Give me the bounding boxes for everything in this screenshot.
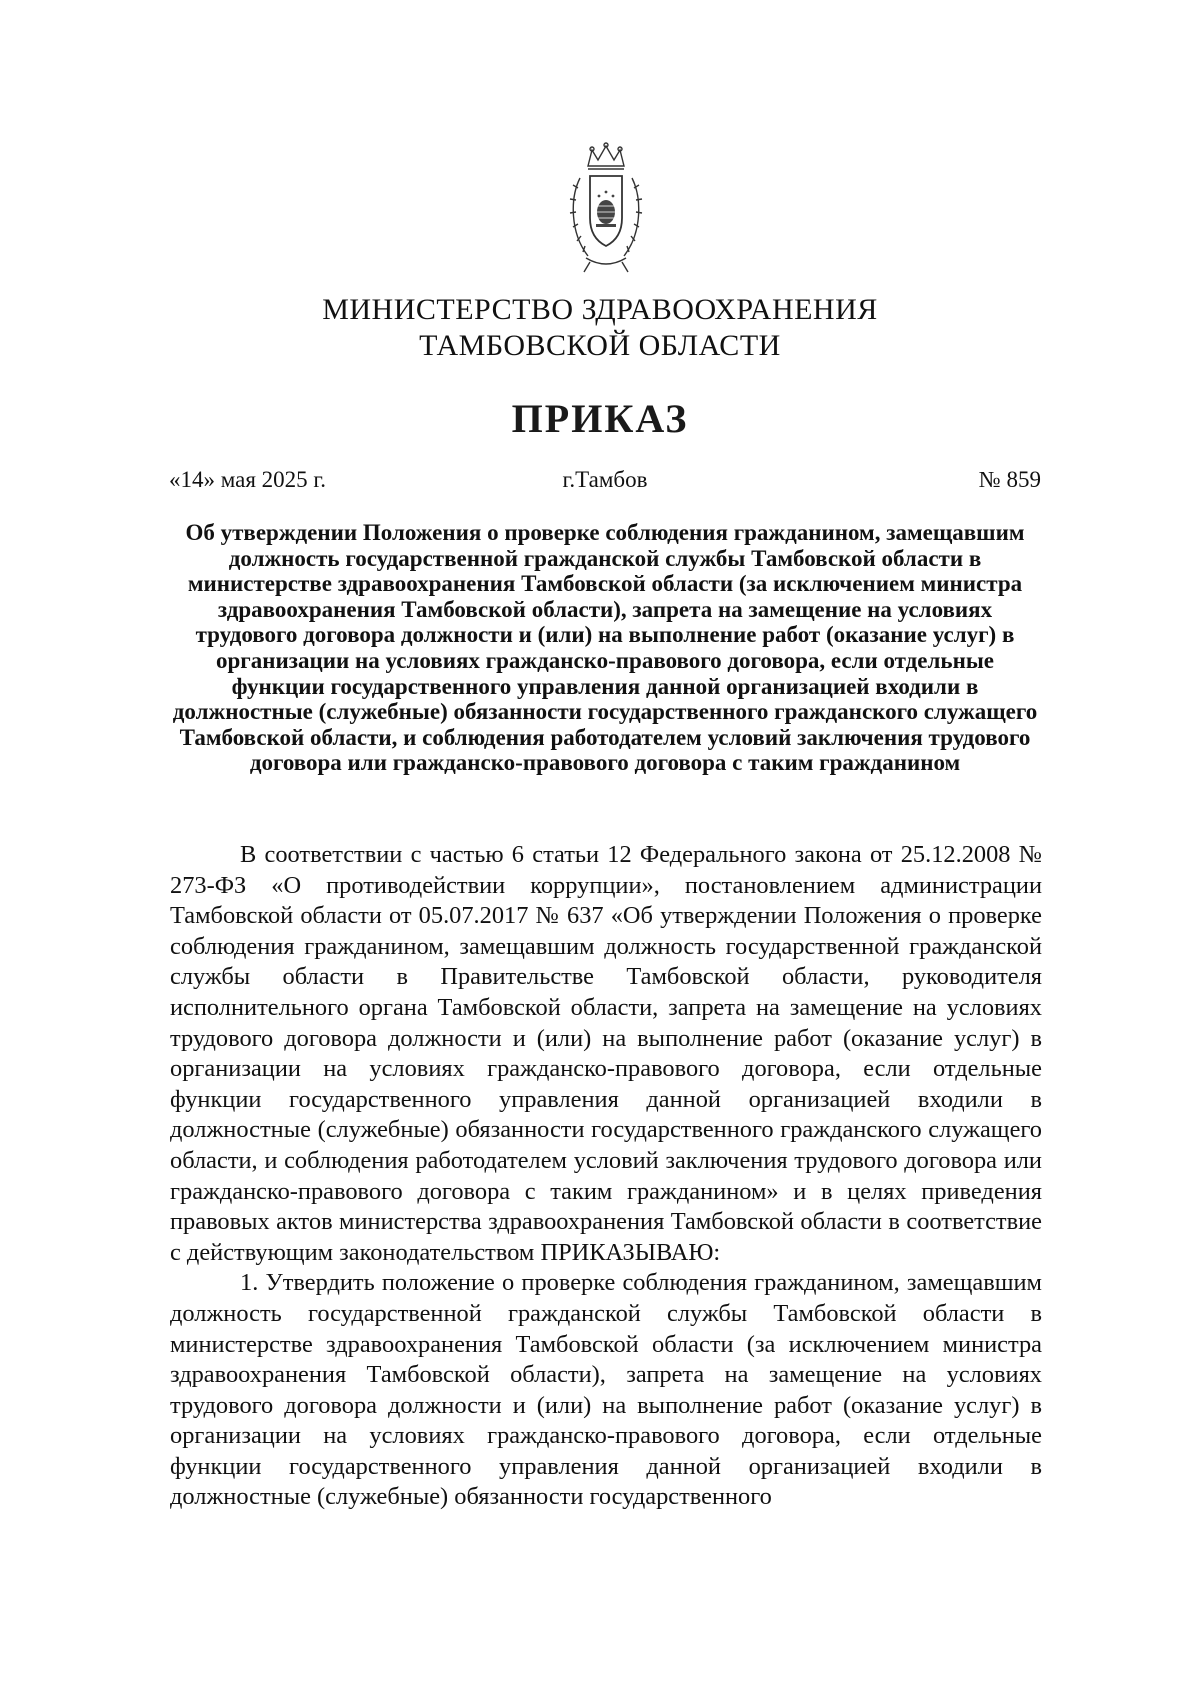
document-type-title: ПРИКАЗ (511, 396, 689, 441)
coat-of-arms-emblem (566, 138, 646, 278)
order-item-1: 1. Утвердить положение о проверке соблюдения гражданином, замещавшим должность государственной гражданской службы Тамбовской области в министерстве здравоохранения Тамбовской области (за исключением министра здравоохранения Тамбовской области), запрета на замещение на условиях трудового договора должности и (или) на выполнение работ (оказание услуг) в организации на условиях гражданско-правового договора, если отдельные функции государственного управления данной организацией входили в должностные (служебные) обязанности государственного (170, 1269, 1042, 1511)
order-subject-heading: Об утверждении Положения о проверке соблюдения гражданином, замещавшим должность государственной гражданской службы Тамбовской области в министерстве здравоохранения Тамбовской области (за исключением министра здравоохранения Тамбовской области), запрета на замещение на условиях трудового договора должности и (или) на выполнение работ (оказание услуг) в организации на условиях гражданско-правового договора, если отдельные функции государственного управления данной организацией входили в должностные (служебные) обязанности государственного гражданского служащего Тамбовской области, и соблюдения работодателем условий заключения трудового договора или гражданско-правового договора с таким гражданином (172, 520, 1038, 776)
order-number: № 859 (978, 467, 1041, 492)
ministry-name-line1: МИНИСТЕРСТВО ЗДРАВООХРАНЕНИЯ (322, 293, 878, 326)
order-city: г.Тамбов (562, 467, 648, 492)
order-body (170, 840, 1042, 1513)
order-date: «14» мая 2025 г. (169, 467, 327, 492)
ministry-name (0, 292, 1200, 364)
preamble-paragraph: В соответствии с частью 6 статьи 12 Федерального закона от 25.12.2008 № 273-ФЗ «О противодействии коррупции», постановлением администрации Тамбовской области от 05.07.2017 № 637 «Об утверждении Положения о проверке соблюдения гражданином, замещавшим должность государственной гражданской службы области в Правительстве Тамбовской области, руководителя исполнительного органа Тамбовской области, запрета на замещение на условиях трудового договора должности и (или) на выполнение работ (оказание услуг) в организации на условиях гражданско-правового договора, если отдельные функции государственного управления данной организацией входили в должностные (служебные) обязанности государственного гражданского служащего области, и соблюдения работодателем условий заключения трудового договора или гражданско-правового договора с таким гражданином» и в целях приведения правовых актов министерства здравоохранения Тамбовской области в соответствие с действующим законодательством ПРИКАЗЫВАЮ: (170, 841, 1042, 1266)
ministry-name-line2: ТАМБОВСКОЙ ОБЛАСТИ (419, 329, 781, 362)
order-meta-row (169, 467, 1041, 497)
